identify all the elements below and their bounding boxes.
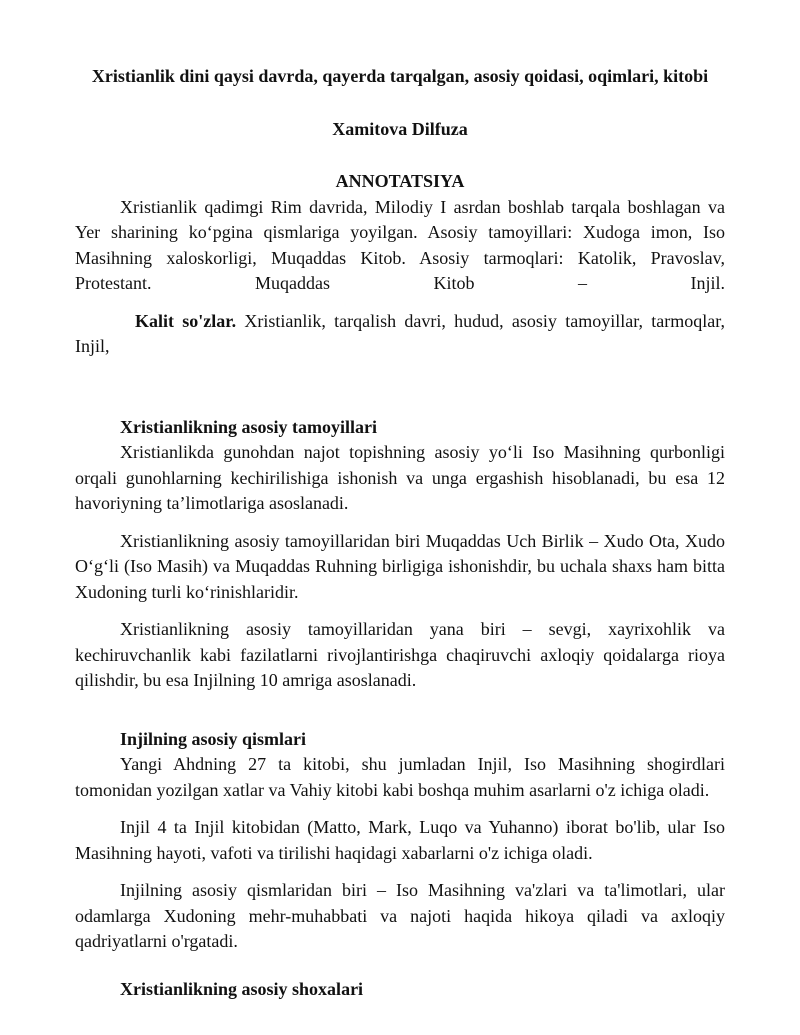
section-paragraph: Yangi Ahdning 27 ta kitobi, shu jumladan Injil, Iso Masihning shogirdlari tomonidan yozilgan xatlar va Vahiy kitobi kabi boshqa muhim asarlarni o'z ichiga oladi. (75, 754, 725, 800)
section-heading-principles: Xristianlikning asosiy tamoyillari (120, 416, 378, 437)
section-paragraph: Xristianlikning asosiy tamoyillaridan biri Muqaddas Uch Birlik – Xudo Ota, Xudo O‘g‘li (Iso Masih) va Muqaddas Ruhning birligiga ishonishdir, bu uchala shaxs ham bitta Xudoning turli ko‘rinishlaridir. (75, 530, 725, 602)
section-paragraph: Xristianlikning asosiy tamoyillaridan yana biri – sevgi, xayrixohlik va kechiruvchanlik kabi fazilatlarni rivojlantirishga chaqiruvchi axloqiy qoidalarga rioya qilishdir, bu esa Injilning 10 amriga asoslanadi. (75, 619, 725, 690)
section-paragraph: Injilning asosiy qismlaridan biri – Iso Masihning va'zlari va ta'limotlari, ular odamlarga Xudoning mehr-muhabbati va najoti haqida hikoya qiladi va axloqiy qadriyatlarni o'rgatadi. (75, 880, 725, 951)
section-paragraph: Injil 4 ta Injil kitobidan (Matto, Mark, Luqo va Yuhanno) iborat bo'lib, ular Iso Masihning hayoti, vafoti va tirilishi haqidagi xabarlarni o'z ichiga oladi. (75, 817, 725, 863)
keywords-paragraph (75, 309, 725, 360)
section-heading-gospel-parts: Injilning asosiy qismlari (120, 728, 307, 749)
keywords-text: Xristianlik, tarqalish davri, hudud, asosiy tamoyillar, tarmoqlar, Injil, (75, 310, 725, 356)
document-page (75, 0, 725, 1002)
section-heading-branches: Xristianlikning asosiy shoxalari (120, 978, 364, 999)
section-paragraph: Xristianlikda gunohdan najot topishning asosiy yo‘li Iso Masihning qurbonligi orqali gunohlarning kechirilishiga ishonish va unga ergashish hisoblanadi, bu esa 12 havoriyning ta’limotlariga asoslanadi. (75, 442, 725, 513)
annotation-heading: ANNOTATSIYA (335, 171, 465, 191)
keywords-label: Kalit so'zlar. (135, 310, 237, 331)
document-author: Xamitova Dilfuza (332, 118, 468, 139)
document-title: Xristianlik dini qaysi davrda, qayerda tarqalgan, asosiy qoidasi, oqimlari, kitobi (91, 66, 709, 86)
annotation-paragraph: Xristianlik qadimgi Rim davrida, Milodiy I asrdan boshlab tarqala boshlagan va Yer sharining ko‘pgina qismlariga yoyilgan. Asosiy tamoyillari: Xudoga imon, Iso Masihning xaloskorligi, Muqaddas Kitob. Asosiy tarmoqlari: Katolik, Pravoslav, Protestant. Muqaddas Kitob – Injil. (75, 196, 725, 293)
